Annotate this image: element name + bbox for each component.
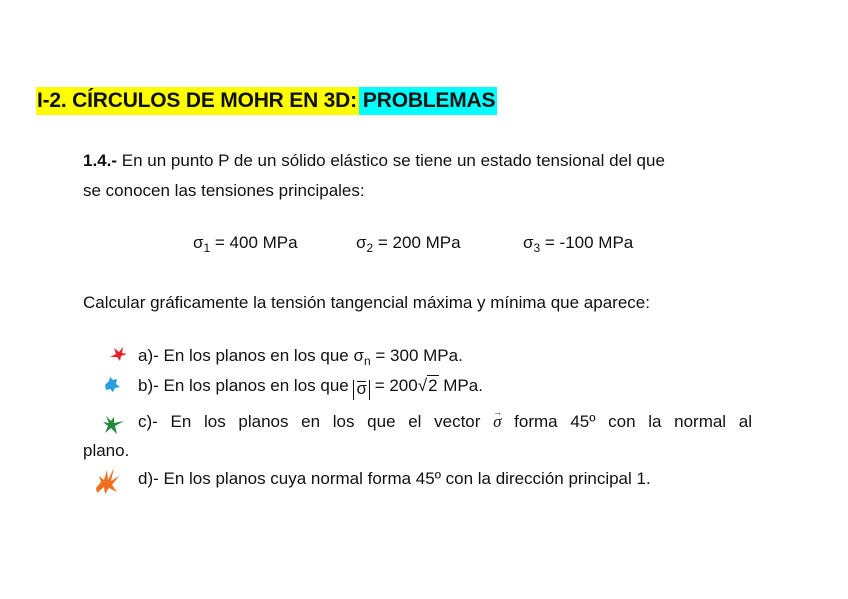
item-a: a)- En los planos en los que $\sigma_n = 300$ MPa. [138,346,463,368]
abs-sigma-vector: σ [353,380,370,400]
item-c-continuation: plano. [83,441,130,460]
problem-number: 1.4.- [83,151,118,170]
problems-label: PROBLEMAS [359,87,497,115]
blue-splash-icon [103,376,121,393]
section-heading: I-2. CÍRCULOS DE MOHR EN 3D: [36,87,359,115]
stress-sigma-2: $\sigma_2 = 200$ MPa [356,233,461,255]
red-splash-icon [108,345,128,363]
problem-statement-line2: se conocen las tensiones principales: [83,181,365,200]
section-title [36,87,497,115]
orange-splash-icon [93,466,121,496]
item-b: b)- En los planos en los que σ = 200√2 MPa. [138,376,483,398]
stress-sigma-1: $\sigma_1 = 400$ MPa [193,233,298,255]
green-splash-icon [100,414,126,436]
instruction-text: Calcular gráficamente la tensión tangencial máxima y mínima que aparece: [83,293,650,312]
item-c: c)- En los planos en los que el vector → σ forma 45º con la normal al [138,412,752,432]
stress-sigma-3: $\sigma_3 = -100$ MPa [523,233,634,255]
problem-statement-line1: 1.4.- En un punto P de un sólido elástico se tiene un estado tensional del que [83,151,665,170]
item-d: d)- En los planos cuya normal forma 45º con la dirección principal 1. [138,469,651,488]
